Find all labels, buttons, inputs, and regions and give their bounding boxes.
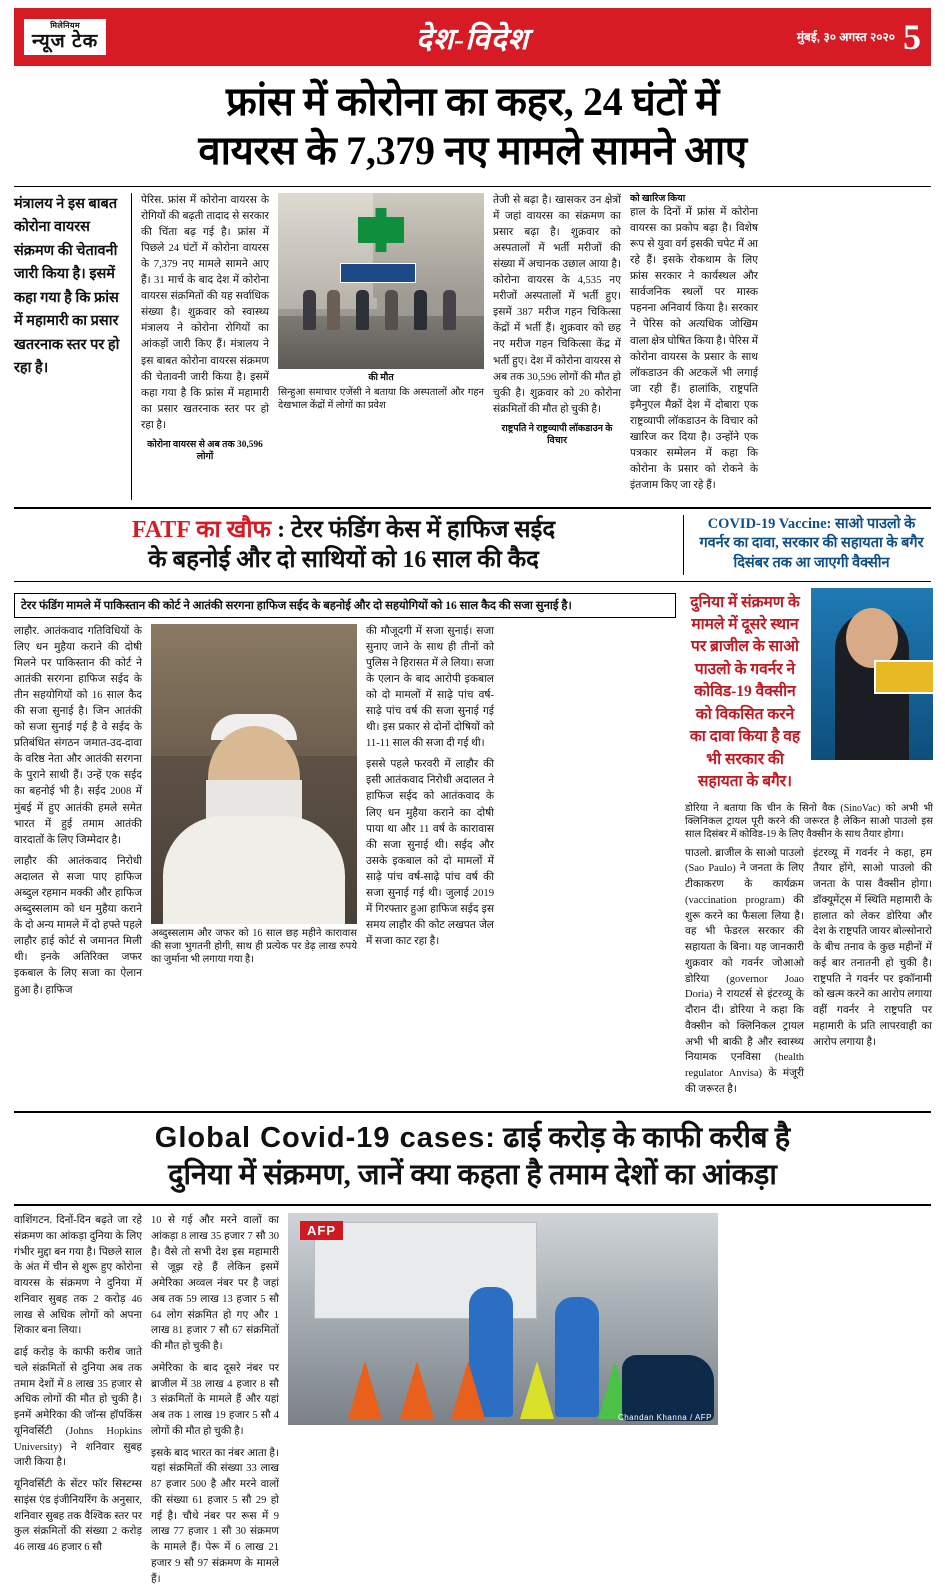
hafiz-saeed-photo (151, 624, 357, 924)
afp-logo: AFP (300, 1221, 343, 1240)
lead-headline-line-1: फ्रांस में कोरोना का कहर, 24 घंटों में (225, 79, 720, 124)
fatf-colon: : (277, 516, 286, 543)
lead-body-column-2 (493, 193, 621, 500)
pharmacy-cross-icon (358, 217, 404, 243)
global-photo-block (288, 1213, 718, 1593)
lead-body-col3-caption: को खारिज किया (630, 193, 686, 204)
lead-headline-line-2: वायरस के 7,379 नए मामले सामने आए (198, 127, 747, 173)
vaccine-body-p1: पाउलो. ब्राजील के साओ पाउलो (Sao Paulo) ने जनता के लिए टीकाकरण के कार्यक्रम (vaccination program) की शुरू करने का फैसला लिया है। वह भी फेडरल सरकार की सहायता के बिना। यह जानकारी शुक्रवार को गवर्नर जोआओ डोरिया (governor Joao Doria) ने रायटर्स से इंटरव्यू के दौरान दी। डोरिया ने कहा कि वैक्सीन को क्लिनिकल ट्रायल अभी भी बाकी है और स्वास्थ्य नियामक एनविसा (health regulator Anvisa) के मंजूरी की जरूरत है। (685, 847, 804, 1095)
fatf-body-p2: लाहौर की आतंकवाद निरोधी अदालत से सजा पाए हाफिज अब्दुल रहमान मक्की और हाफिज अब्दुस्सलाम को धन मुहैया कराने के दो अन्य मामले में दो हफ्ते पहले लाहौर हाई कोर्ट से जमानत मिली थी। इनके अतिरिक्त जफर इकबाल के लिए सजा का ऐलान हुआ है। हाफिज (14, 855, 142, 996)
global-story (14, 1213, 931, 1593)
lead-body-col2-caption: राष्ट्रपति ने राष्ट्रव्यापी लॉकडाउन के विचार (501, 423, 613, 447)
fatf-body-p3: की मौजूदगी में सजा सुनाई। सजा सुनाए जाने के साथ ही तीनों को पुलिस ने हिरासत में ले लिया। सजा के एलान के बाद आरोपी इकबाल को दो मामलों में साढ़े पांच वर्ष-साढ़े पांच वर्ष की सजा सुनाई गई थी। इस प्रकार से दोनों दोषियों को 11-11 साल की सजा दी गई थी। (366, 625, 494, 750)
lead-photo-caption: की मौत (368, 372, 394, 383)
vaccine-photo-caption: डोरिया ने बताया कि चीन के सिनो वैक (SinoVac) को अभी भी क्लिनिकल ट्रायल पूरी करने की जरूरत है लेकिन साओ पाउलो इस साल दिसंबर में कोविड-19 के लिए वैक्सीन के साथ तैयार होगा। (685, 802, 933, 840)
lead-body-p2: तेजी से बढ़ा है। खासकर उन क्षेत्रों में जहां वायरस का संक्रमण का प्रसार बढ़ा है। शुक्रवार को अस्पतालों में भर्ती मरीजों की संख्या में अचानक उछाल आया है। कोरोना वायरस के 4,535 नए मरीजों अस्पतालों में भर्ती हुए। इसमें 387 मरीज गहन चिकित्सा केंद्रों में भर्ती हैं। शुक्रवार को छह नए मरीज गहन चिकित्सा केंद्र में भर्ती हुए। देश में कोरोना वायरस से अब तक 30,596 लोगों की मौत हो चुकी है। शुक्रवार को 20 कोरोना संक्रमितों की मौत हो चुकी है। (493, 194, 621, 415)
lead-body-p1: पेरिस. फ्रांस में कोरोना वायरस के रोगियों की बढ़ती तादाद से सरकार की चिंता बढ़ गई है। फ्रांस में पिछले 24 घंटों में कोरोना वायरस के 7,379 नए मामले सामने आए हैं। 31 मार्च के बाद देश में कोरोना वायरस संक्रमितों की यह सर्वाधिक संख्या है। शुक्रवार को स्वास्थ्य मंत्रालय ने कोरोना रोगियों का आंकड़ों जारी किए हैं। मंत्रालय ने इस बाबत कोरोना वायरस संक्रमण की चेतावनी जारी किया है। इसमें कहा गया है कि फ्रांस में महामारी का प्रसार खतरनाक स्तर पर हो रहा है। (141, 194, 269, 431)
logo-small-text: मिलेनियम (50, 21, 80, 30)
fatf-body-p1: लाहौर. आतंकवाद गतिविधियों के लिए धन मुहैया कराने की दोषी मिलने पर पाकिस्तान की कोर्ट ने आतंकी सरगना हाफिज सईद के तीन सहयोगियों को 16 साल कैद की सजा सुनाई है। जिन आतंकी को सजा सुनाई गई है वे सईद के प्रतिबंधित संगठन जमात-उद-दावा के वरिष्ठ नेता और आतंकी सरगना के पुराने साथी हैं। उन्हें एक सईद का बहनोई भी है। सईद 2008 में मुंबई में हुए आतंकी हमले समेत भारत में हुई तमाम आतंकी वारदातों के लिए जिम्मेदार है। (14, 625, 142, 846)
global-body-p6: इसके बाद भारत का नंबर आता है। यहां संक्रमितों की संख्या 33 लाख 87 हजार 500 है और मरने वालों की संख्या 61 हजार 5 सौ 29 हो गई है। चौथे नंबर पर रूस में 9 लाख 77 हजार 1 सौ 30 संक्रमण के मामले हैं। पेरू में 6 लाख 21 हजार 9 सौ 97 संक्रमण के मामले हैं। (151, 1447, 279, 1585)
vaccine-body-p2: इंटरव्यू में गवर्नर ने कहा, हम तैयार होंगे, साओ पाउलो की जनता के पास वैक्सीन होगा। डॉक्यूमेंट्स में स्थिति महामारी के हालात को लेकर डोरिया और देश के राष्ट्रपति जायर बोल्सोनारो के बीच तनाव के कुछ महीनों में कई बार तनातनी हो चुकी है। राष्ट्रपति ने गवर्नर पर इकॉनामी को खत्म करने का आरोप लगाया वहीं गवर्नर ने राष्ट्रपति पर महामारी के प्रति लापरवाही का आरोप लगाया है। (813, 847, 932, 1048)
vaccine-box (874, 660, 933, 694)
fatf-red-label: FATF का खौफ (131, 516, 272, 543)
fatf-band (14, 507, 931, 582)
lead-body-column-3 (630, 193, 758, 500)
global-headline-line-2: दुनिया में संक्रमण, जानें क्या कहता है तमाम देशों का आंकड़ा (168, 1159, 777, 1192)
vaccine-body-column-2 (813, 846, 932, 1103)
lead-photo-block (278, 193, 484, 500)
middle-section (14, 588, 931, 1103)
lead-photo-subcaption: सिन्हुआ समाचार एजेंसी ने बताया कि अस्पतालों और गहन देखभाल केंद्रों में लोगों का प्रवेश (278, 386, 484, 411)
lead-body-p3: हाल के दिनों में फ्रांस में कोरोना वायरस का प्रकोप बढ़ा है। विशेष रूप से युवा वर्ग इसकी चपेट में आ रहे हैं। इसके रोकथाम के लिए फ्रांस सरकार ने कार्यस्थल और सार्वजनिक स्थलों पर मास्क पहनना अनिवार्य किया है। सरकार ने पेरिस को अत्यधिक जोखिम वाला क्षेत्र घोषित किया है। पेरिस में कोरोना वायरस के प्रसार के साथ लॉकडाउन की अटकलें भी लगाई जा रही हैं। हालांकि, राष्ट्रपति इमैनुएल मैक्रों देश में दोबारा एक राष्ट्रव्यापी लॉकडाउन के विचार को खारिज कर दिया है। उन्होंने एक पत्रकार सम्मेलन में कहा कि कोरोना के प्रसार को रोकने के इंतजाम किए जा रहे हैं। (630, 206, 758, 492)
logo-main-text: न्यूज टेक (32, 31, 99, 52)
lead-story (14, 186, 931, 500)
fatf-headline-line-1 (14, 515, 673, 545)
vaccine-photo (811, 588, 933, 760)
fatf-body-column-1 (14, 624, 142, 1004)
fatf-photo-caption: अब्दुस्सलाम और जफर को 16 साल छह महीने कारावास की सजा भुगतनी होगी, साथ ही प्रत्येक पर डेढ़ लाख रुपये का जुर्माना भी लगाया गया है। (151, 927, 357, 965)
fatf-headline-text-1: टेरर फंडिंग केस में हाफिज सईद (291, 516, 556, 543)
global-headline-line-1 (14, 1120, 931, 1158)
lead-headline (18, 78, 927, 176)
vaccine-body (685, 846, 933, 1103)
fatf-body-p4: इससे पहले फरवरी में लाहौर की इसी आतंकवाद निरोधी अदालत ने हाफिज सईद को आतंकवाद के लिए धन मुहैया कराने का दोषी पाया था और 11 वर्ष के कारावास की सजा सुनाई थी। सईद और उसके इकबाल को दो मामलों में साढ़े पांच वर्ष-साढ़े पांच वर्ष की सजा सुनाई गई थी। जुलाई 2019 में गिरफ्तार हुआ हाफिज सईद इस समय लाहौर की कोट लखपत जेल में सजा काट रहा है। (366, 759, 494, 948)
photo-credit: Chandan Khanna / AFP (617, 1413, 712, 1423)
global-body-p2: ढाई करोड़ के काफी करीब जाते चले संक्रमितों से दुनिया अब तक तमाम देशों में 8 लाख 35 हजार से अधिक लोगों की मौत हो चुकी है। इनमें अमेरिका की जॉन्स हॉपकिंस यूनिवर्सिटी (Johns Hopkins University) ने शनिवार सुबह जारी किया है। (14, 1347, 142, 1469)
global-body-p1: वाशिंगटन. दिनों-दिन बढ़ते जा रहे संक्रमण का आंकड़ा दुनिया के लिए गंभीर मुद्दा बन गया है। पिछले साल के अंत में चीन से शुरू हुए कोरोना वायरस के संक्रमण ने दुनिया में शनिवार सुबह तक 2 करोड़ 46 लाख से अधिक लोगों को अपना शिकार बना लिया। (14, 1215, 142, 1337)
fatf-headline-line-2: के बहनोई और दो साथियों को 16 साल की कैद (148, 546, 539, 573)
global-body-column-1 (14, 1213, 142, 1593)
page-number: 5 (903, 16, 921, 57)
fatf-subhead: टेरर फंडिंग मामले में पाकिस्तान की कोर्ट ने आतंकी सरगना हाफिज सईद के बहनोई और दो सहयोगियों को 16 साल कैद की सजा सुनाई है। (14, 593, 676, 618)
global-body-p5: अमेरिका के बाद दूसरे नंबर पर ब्राजील में 38 लाख 4 हजार 8 सौ 3 संक्रमितों के मामले हैं और यहां अब तक 1 लाख 19 हजार 5 सौ 4 लोगों की मौत हो चुकी है। (151, 1362, 279, 1437)
global-body-p4: 10 से गई और मरने वालों का आंकड़ा 8 लाख 35 हजार 7 सौ 30 है। वैसे तो सभी देश इस महामारी से जूझ रहे हैं लेकिन इसमें अमेरिका अव्वल नंबर पर है जहां अब तक 59 लाख 13 हजार 5 सौ 64 लोग संक्रमित हो गए और 1 लाख 81 हजार 7 सौ 67 संक्रमितों की मौत हो चुकी है। (151, 1215, 279, 1353)
fatf-photo-block (151, 624, 357, 1004)
global-headline-english: Global Covid-19 cases: (154, 1121, 496, 1154)
vaccine-block (685, 588, 933, 1103)
section-title: देश-विदेश (415, 22, 530, 56)
lead-body-col1-caption: कोरोना वायरस से अब तक 30,596 लोगों (147, 440, 263, 463)
vaccine-body-column-1 (685, 846, 804, 1103)
fatf-headline-block (14, 515, 673, 575)
vaccine-headline: COVID-19 Vaccine: साओ पाउलो के गवर्नर का दावा, सरकार की सहायता के बगैर दिसंबर तक आ जाएगी वैक्सीन (683, 515, 931, 575)
vaccine-sub-headline: दुनिया में संक्रमण के मामले में दूसरे स्थान पर ब्राजील के साओ पाउलो के गवर्नर ने कोविड-19 वैक्सीन को विकसित करने का दावा किया है वह भी सरकार की सहायता के बगैर। (689, 593, 801, 791)
lead-body-column-1 (141, 193, 269, 500)
lead-photo (278, 193, 484, 369)
masthead (14, 8, 931, 66)
fatf-body-column-2 (366, 624, 494, 1004)
global-body-column-2 (151, 1213, 279, 1593)
issue-date: मुंबई, ३० अगस्त २०२० (796, 30, 895, 45)
global-headline-band (14, 1111, 931, 1206)
global-photo (288, 1213, 718, 1425)
lead-summary: मंत्रालय ने इस बाबत कोरोना वायरस संक्रमण की चेतावनी जारी किया है। इसमें कहा गया है कि फ्रांस में महामारी का प्रसार खतरनाक स्तर पर हो रहा है। (14, 193, 132, 500)
global-headline-hindi-1: ढाई करोड़ के काफी करीब है (503, 1121, 791, 1154)
masthead-right (796, 16, 921, 57)
global-body-p3: यूनिवर्सिटी के सेंटर फॉर सिस्टम्स साइंस एंड इंजीनियरिंग के अनुसार, शनिवार सुबह तक वैश्विक स्तर पर कुल संक्रमितों की संख्या 2 करोड़ 46 लाख 46 हजार 6 सौ (14, 1479, 142, 1554)
